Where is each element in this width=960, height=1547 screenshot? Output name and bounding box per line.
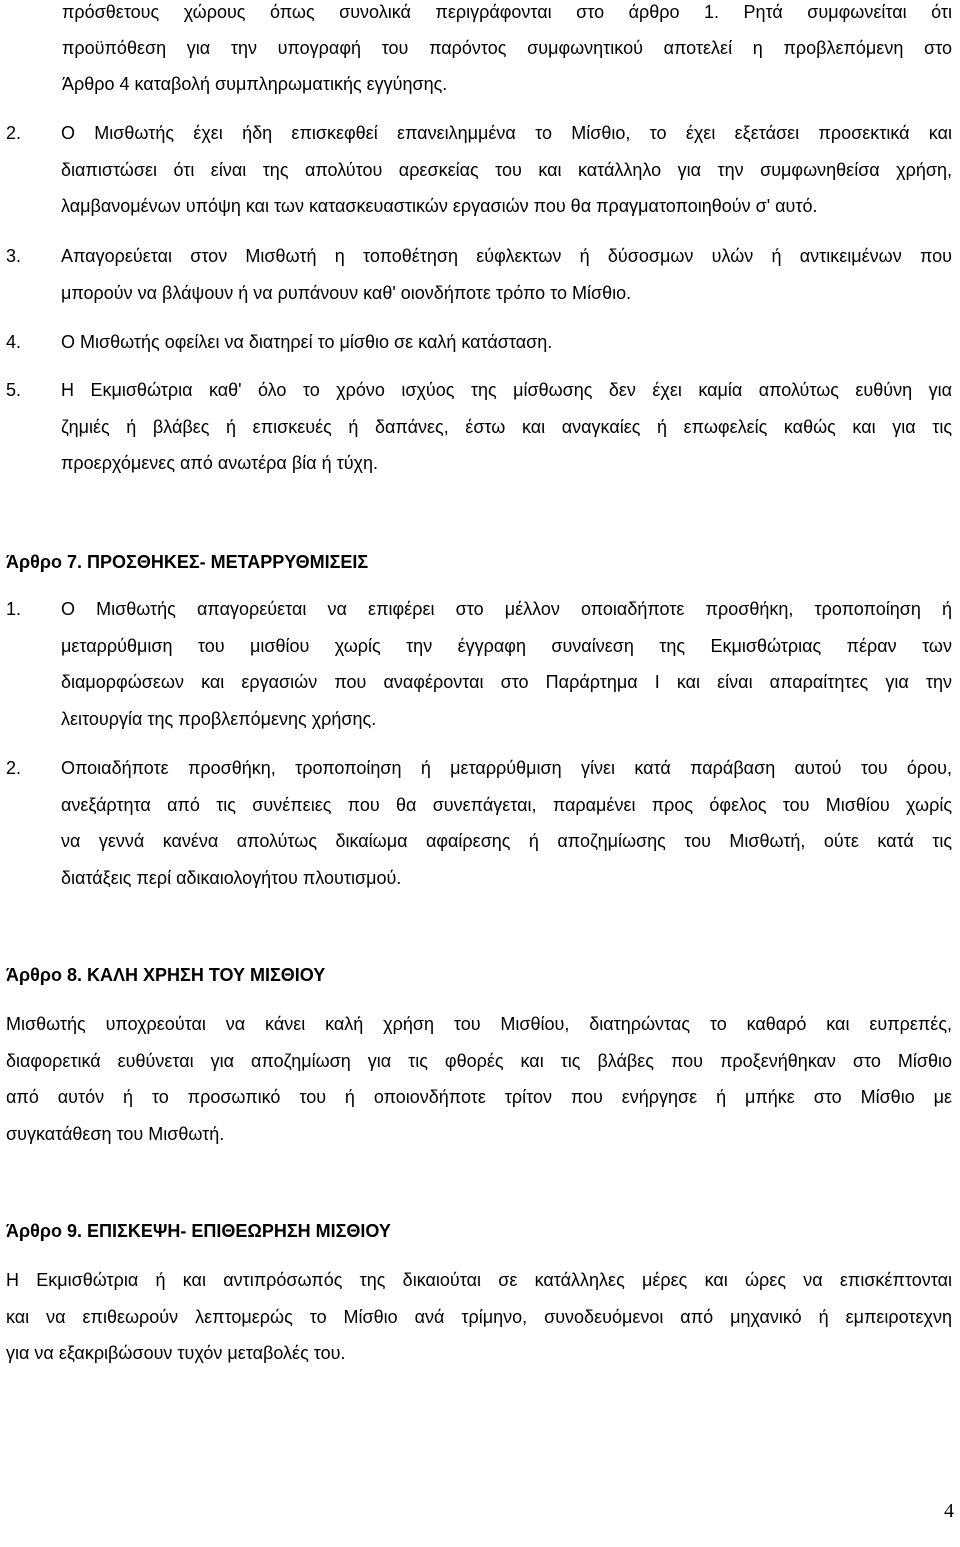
article-8-paragraph <box>6 1006 952 1152</box>
text-line: Η Εκμισθώτρια καθ' όλο το χρόνο ισχύος της μίσθωσης δεν έχει καμία απολύτως ευθύνη για <box>61 380 952 400</box>
text-line: πρόσθετους χώρους όπως συνολικά περιγράφονται στο άρθρο 1. Ρητά συμφωνείται ότι <box>62 2 952 22</box>
item-number: 4. <box>6 332 22 352</box>
text-line: Μισθωτής υποχρεούται να κάνει καλή χρήση του Μισθίου, διατηρώντας το καθαρό και ευπρεπές, <box>6 1014 952 1034</box>
item-number: 2. <box>6 758 22 778</box>
text-line: Η Εκμισθώτρια ή και αντιπρόσωπός της δικαιούται σε κατάλληλες μέρες και ώρες να επισκέπτονται <box>6 1270 952 1290</box>
item-number: 1. <box>6 599 22 619</box>
text-line: διατάξεις περί αδικαιολογήτου πλουτισμού. <box>61 867 402 888</box>
item-number: 2. <box>6 123 22 143</box>
text-line: προϋπόθεση για την υπογραφή του παρόντος συμφωνητικού αποτελεί η προβλεπόμενη στο <box>62 38 952 58</box>
text-line: διαφορετικά ευθύνεται για αποζημίωση για τις φθορές και τις βλάβες που προξενήθηκαν στο Μίσθιο <box>6 1050 952 1071</box>
text-line: και να επιθεωρούν λεπτομερώς το Μίσθιο ανά τρίμηνο, συνοδευόμενοι από μηχανικό ή εμπειροτεχνη <box>6 1306 952 1327</box>
text-line: μπορούν να βλάψουν ή να ρυπάνουν καθ' οιονδήποτε τρόπο το Μίσθιο. <box>61 282 632 303</box>
text-line: Ο Μισθωτής οφείλει να διατηρεί το μίσθιο σε καλή κατάσταση. <box>61 332 553 352</box>
text-line: Οποιαδήποτε προσθήκη, τροποποίηση ή μεταρρύθμιση γίνει κατά παράβαση αυτού του όρου, <box>61 758 952 778</box>
article-heading: Άρθρο 9. ΕΠΙΣΚΕΨΗ- ΕΠΙΘΕΩΡΗΣΗ ΜΙΣΘΙΟΥ <box>6 1221 391 1241</box>
article-heading: Άρθρο 7. ΠΡΟΣΘΗΚΕΣ- ΜΕΤΑΡΡΥΘΜΙΣΕΙΣ <box>6 552 369 572</box>
text-line: για να εξακριβώσουν τυχόν μεταβολές του. <box>6 1343 346 1363</box>
text-line: Ο Μισθωτής απαγορεύεται να επιφέρει στο μέλλον οποιαδήποτε προσθήκη, τροποποίηση ή <box>61 599 952 619</box>
text-line: λειτουργία της προβλεπόμενης χρήσης. <box>61 708 377 729</box>
item-number: 5. <box>6 380 22 400</box>
list-item <box>6 238 952 311</box>
text-line: να γεννά κανένα απολύτως δικαίωμα αφαίρεσης ή αποζημίωσης του Μισθωτή, ούτε κατά τις <box>61 831 952 851</box>
article-9-paragraph <box>6 1262 952 1372</box>
text-line: από αυτόν ή το προσωπικό του ή οποιονδήποτε τρίτον που ενήργησε ή μπήκε στο Μίσθιο με <box>6 1087 952 1107</box>
list-item <box>6 372 952 482</box>
text-line: διαπιστώσει ότι είναι της απολύτου αρεσκείας του και κατάλληλο για την συμφωνηθείσα χρήση, <box>61 159 952 180</box>
item-number: 3. <box>6 246 22 266</box>
text-line: διαμορφώσεων και εργασιών που αναφέρονται στο Παράρτημα Ι και είναι απαραίτητες για την <box>61 672 952 692</box>
text-line: ανεξάρτητα από τις συνέπειες που θα συνεπάγεται, παραμένει προς όφελος του Μισθίου χωρίς <box>61 794 952 815</box>
page-number: 4 <box>944 1500 954 1522</box>
text-line: μεταρρύθμιση του μισθίου χωρίς την έγγραφη συναίνεση της Εκμισθώτριας πέραν των <box>61 635 952 656</box>
text-line: Άρθρο 4 καταβολή συμπληρωματικής εγγύησης. <box>62 74 448 94</box>
list-item <box>6 750 952 896</box>
text-line: συγκατάθεση του Μισθωτή. <box>6 1123 225 1144</box>
text-line: προερχόμενες από ανωτέρα βία ή τύχη. <box>61 453 379 473</box>
list-item <box>6 324 952 361</box>
text-line: λαμβανομένων υπόψη και των κατασκευαστικών εργασιών που θα πραγματοποιηθούν σ' αυτό. <box>61 196 818 216</box>
text-line: Απαγορεύεται στον Μισθωτή η τοποθέτηση εύφλεκτων ή δύσοσμων υλών ή αντικειμένων που <box>61 246 952 266</box>
list-item <box>6 115 952 225</box>
text-line: Ο Μισθωτής έχει ήδη επισκεφθεί επανειλημμένα το Μίσθιο, το έχει εξετάσει προσεκτικά και <box>61 123 952 143</box>
list-item <box>6 591 952 737</box>
article-heading: Άρθρο 8. ΚΑΛΗ ΧΡΗΣΗ ΤΟΥ ΜΙΣΘΙΟΥ <box>6 965 326 985</box>
text-line: ζημιές ή βλάβες ή επισκευές ή δαπάνες, έστω και αναγκαίες ή επωφελείς καθώς και για τις <box>61 416 952 437</box>
